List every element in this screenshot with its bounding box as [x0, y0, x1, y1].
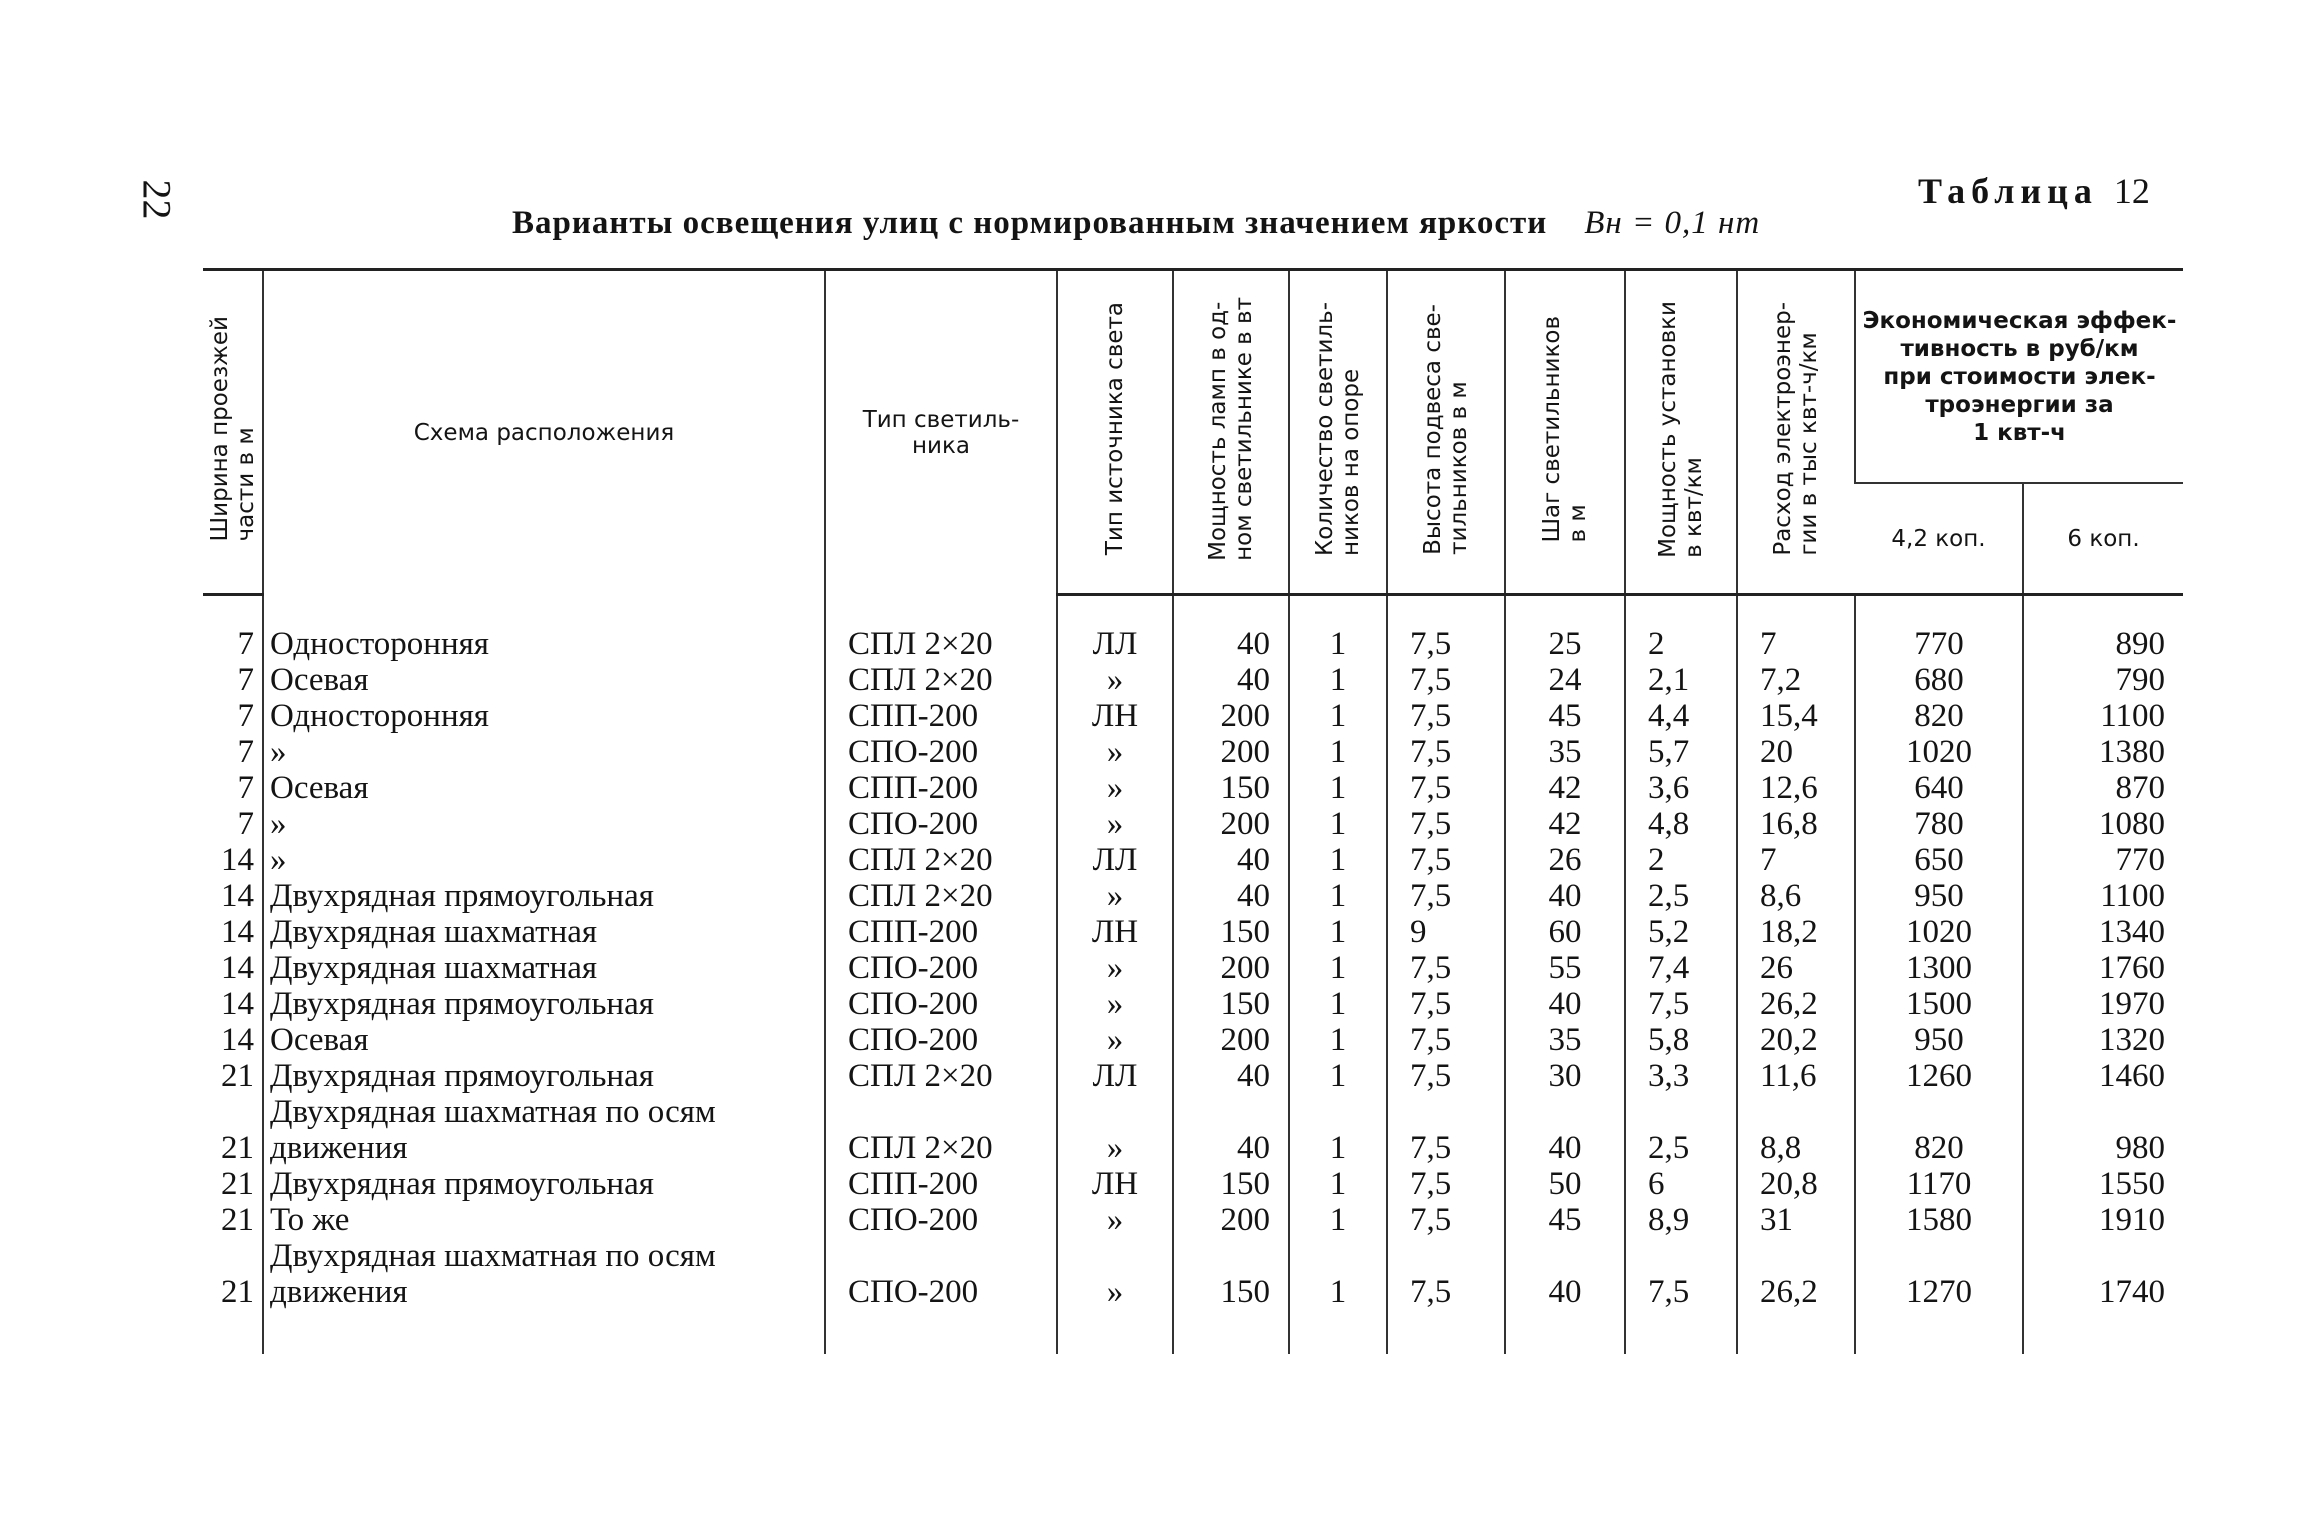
header-count: Количество светиль- ников на опоре [1289, 270, 1387, 595]
table-row [203, 595, 2183, 663]
cell-econ-a: 950 [1855, 1022, 2023, 1058]
cell-count: 1 [1289, 1058, 1387, 1094]
cell-lamp-type: СПЛ 2×20 [825, 1058, 1057, 1094]
cell-econ-b: 1100 [2023, 698, 2183, 734]
table-title [512, 205, 1760, 242]
cell-econ-b: 980 [2023, 1094, 2183, 1166]
cell-scheme: Осевая [263, 770, 825, 806]
cell-source: » [1057, 1094, 1173, 1166]
cell-econ-a: 770 [1855, 595, 2023, 663]
cell-power: 150 [1173, 986, 1289, 1022]
cell-scheme: То же [263, 1202, 825, 1238]
cell-scheme: Двухрядная шахматная по осям движения [263, 1238, 825, 1354]
cell-height: 7,5 [1387, 1058, 1505, 1094]
cell-econ-b: 1910 [2023, 1202, 2183, 1238]
cell-econ-a: 1580 [1855, 1202, 2023, 1238]
cell-step: 60 [1505, 914, 1625, 950]
cell-econ-a: 1170 [1855, 1166, 2023, 1202]
cell-power: 40 [1173, 662, 1289, 698]
cell-econ-b: 1760 [2023, 950, 2183, 986]
cell-count: 1 [1289, 986, 1387, 1022]
cell-econ-b: 1460 [2023, 1058, 2183, 1094]
table-row [203, 1022, 2183, 1058]
cell-econ-b: 1550 [2023, 1166, 2183, 1202]
table-row [203, 1202, 2183, 1238]
cell-energy: 20,8 [1737, 1166, 1855, 1202]
cell-install-power: 5,8 [1625, 1022, 1737, 1058]
table-row [203, 734, 2183, 770]
cell-lamp-type: СПО-200 [825, 806, 1057, 842]
table-title-formula: Bн = 0,1 нт [1584, 205, 1761, 241]
cell-count: 1 [1289, 595, 1387, 663]
cell-width: 21 [221, 1274, 254, 1310]
cell-width: 14 [221, 986, 254, 1022]
cell-power: 150 [1173, 914, 1289, 950]
cell-scheme: Двухрядная прямоугольная [263, 878, 825, 914]
cell-econ-b: 1740 [2023, 1238, 2183, 1354]
lighting-table [203, 268, 2183, 1354]
cell-height: 7,5 [1387, 1022, 1505, 1058]
cell-count: 1 [1289, 1202, 1387, 1238]
cell-height: 7,5 [1387, 770, 1505, 806]
cell-econ-a: 640 [1855, 770, 2023, 806]
table-row [203, 770, 2183, 806]
cell-econ-b: 1340 [2023, 914, 2183, 950]
table-row [203, 1166, 2183, 1202]
cell-source: » [1057, 1022, 1173, 1058]
cell-scheme: Двухрядная прямоугольная [263, 1058, 825, 1094]
cell-source: ЛЛ [1057, 1058, 1173, 1094]
cell-width: 14 [221, 914, 254, 950]
cell-power: 200 [1173, 1202, 1289, 1238]
cell-energy: 7,2 [1737, 662, 1855, 698]
cell-econ-b: 770 [2023, 842, 2183, 878]
cell-lamp-type: СПП-200 [825, 914, 1057, 950]
header-econ-b: 6 коп. [2023, 483, 2183, 594]
cell-step: 55 [1505, 950, 1625, 986]
cell-width: 14 [221, 1022, 254, 1058]
cell-height: 7,5 [1387, 842, 1505, 878]
cell-lamp-type: СПО-200 [825, 1202, 1057, 1238]
cell-power: 200 [1173, 698, 1289, 734]
cell-source: » [1057, 662, 1173, 698]
cell-count: 1 [1289, 1022, 1387, 1058]
cell-step: 35 [1505, 734, 1625, 770]
cell-econ-a: 1260 [1855, 1058, 2023, 1094]
table-row [203, 1094, 2183, 1166]
cell-lamp-type: СПО-200 [825, 950, 1057, 986]
cell-scheme: Односторонняя [263, 698, 825, 734]
cell-source: ЛЛ [1057, 842, 1173, 878]
cell-scheme: » [263, 734, 825, 770]
cell-install-power: 3,6 [1625, 770, 1737, 806]
cell-install-power: 7,5 [1625, 1238, 1737, 1354]
cell-energy: 12,6 [1737, 770, 1855, 806]
table-label-text: Таблица [1918, 171, 2098, 211]
cell-source: » [1057, 1238, 1173, 1354]
cell-height: 7,5 [1387, 1166, 1505, 1202]
header-lamp-type: Тип светиль- ника [825, 270, 1057, 595]
cell-source: ЛН [1057, 914, 1173, 950]
cell-install-power: 4,4 [1625, 698, 1737, 734]
header-econ: Экономическая эффек- тивность в руб/км при стоимости элек- троэнергии за 1 квт-ч [1855, 270, 2183, 484]
cell-height: 7,5 [1387, 950, 1505, 986]
cell-power: 40 [1173, 878, 1289, 914]
page-number: 22 [134, 179, 180, 220]
header-width: Ширина проезжей части в м [203, 270, 263, 595]
cell-install-power: 5,2 [1625, 914, 1737, 950]
cell-step: 24 [1505, 662, 1625, 698]
cell-energy: 7 [1737, 595, 1855, 663]
cell-power: 40 [1173, 1094, 1289, 1166]
cell-econ-b: 1970 [2023, 986, 2183, 1022]
cell-source: » [1057, 1202, 1173, 1238]
cell-econ-b: 1380 [2023, 734, 2183, 770]
cell-econ-a: 820 [1855, 698, 2023, 734]
cell-energy: 8,6 [1737, 878, 1855, 914]
cell-scheme: Двухрядная прямоугольная [263, 1166, 825, 1202]
table-title-main: Варианты освещения улиц с нормированным значением яркости [512, 205, 1548, 241]
cell-econ-b: 1080 [2023, 806, 2183, 842]
cell-step: 42 [1505, 770, 1625, 806]
cell-height: 7,5 [1387, 662, 1505, 698]
cell-install-power: 8,9 [1625, 1202, 1737, 1238]
cell-lamp-type: СПО-200 [825, 986, 1057, 1022]
cell-step: 26 [1505, 842, 1625, 878]
cell-scheme: Осевая [263, 662, 825, 698]
cell-height: 7,5 [1387, 1238, 1505, 1354]
cell-install-power: 2,5 [1625, 1094, 1737, 1166]
cell-energy: 8,8 [1737, 1094, 1855, 1166]
cell-step: 30 [1505, 1058, 1625, 1094]
cell-count: 1 [1289, 914, 1387, 950]
cell-power: 200 [1173, 1022, 1289, 1058]
table-row [203, 698, 2183, 734]
cell-power: 200 [1173, 734, 1289, 770]
cell-scheme: Односторонняя [263, 595, 825, 663]
cell-count: 1 [1289, 806, 1387, 842]
cell-install-power: 2 [1625, 595, 1737, 663]
cell-source: ЛЛ [1057, 595, 1173, 663]
cell-scheme: Двухрядная шахматная [263, 950, 825, 986]
cell-step: 40 [1505, 1238, 1625, 1354]
cell-energy: 15,4 [1737, 698, 1855, 734]
cell-source: » [1057, 806, 1173, 842]
header-height: Высота подвеса све- тильников в м [1387, 270, 1505, 595]
table-body [203, 595, 2183, 1355]
cell-econ-a: 1500 [1855, 986, 2023, 1022]
cell-step: 45 [1505, 1202, 1625, 1238]
cell-lamp-type: СПО-200 [825, 1022, 1057, 1058]
cell-count: 1 [1289, 1166, 1387, 1202]
cell-width: 7 [237, 698, 254, 734]
cell-width: 14 [221, 842, 254, 878]
cell-source: » [1057, 950, 1173, 986]
cell-width: 21 [221, 1058, 254, 1094]
cell-source: ЛН [1057, 1166, 1173, 1202]
cell-width: 21 [221, 1130, 254, 1166]
cell-step: 25 [1505, 595, 1625, 663]
cell-width: 7 [237, 626, 254, 662]
cell-height: 7,5 [1387, 1202, 1505, 1238]
cell-econ-a: 680 [1855, 662, 2023, 698]
cell-econ-a: 650 [1855, 842, 2023, 878]
cell-install-power: 3,3 [1625, 1058, 1737, 1094]
cell-count: 1 [1289, 770, 1387, 806]
cell-lamp-type: СПП-200 [825, 698, 1057, 734]
cell-energy: 26 [1737, 950, 1855, 986]
cell-energy: 20 [1737, 734, 1855, 770]
cell-energy: 16,8 [1737, 806, 1855, 842]
cell-count: 1 [1289, 1238, 1387, 1354]
cell-scheme: Двухрядная шахматная по осям движения [263, 1094, 825, 1166]
cell-count: 1 [1289, 842, 1387, 878]
cell-count: 1 [1289, 878, 1387, 914]
cell-step: 40 [1505, 878, 1625, 914]
cell-install-power: 7,4 [1625, 950, 1737, 986]
cell-width: 7 [237, 734, 254, 770]
cell-scheme: » [263, 842, 825, 878]
cell-lamp-type: СПП-200 [825, 1166, 1057, 1202]
table-row [203, 986, 2183, 1022]
table-number: 12 [2113, 171, 2150, 211]
cell-energy: 26,2 [1737, 1238, 1855, 1354]
cell-energy: 26,2 [1737, 986, 1855, 1022]
cell-energy: 31 [1737, 1202, 1855, 1238]
cell-source: » [1057, 770, 1173, 806]
cell-width: 7 [237, 806, 254, 842]
cell-width: 21 [221, 1166, 254, 1202]
cell-power: 150 [1173, 770, 1289, 806]
cell-step: 45 [1505, 698, 1625, 734]
cell-height: 7,5 [1387, 595, 1505, 663]
cell-width: 7 [237, 662, 254, 698]
cell-install-power: 2,1 [1625, 662, 1737, 698]
cell-power: 200 [1173, 950, 1289, 986]
cell-source: ЛН [1057, 698, 1173, 734]
cell-econ-b: 790 [2023, 662, 2183, 698]
cell-count: 1 [1289, 734, 1387, 770]
cell-power: 150 [1173, 1166, 1289, 1202]
table-row [203, 1238, 2183, 1354]
cell-econ-a: 820 [1855, 1094, 2023, 1166]
table-row [203, 1058, 2183, 1094]
cell-econ-a: 1020 [1855, 734, 2023, 770]
header-power: Мощность ламп в од- ном светильнике в вт [1173, 270, 1289, 595]
header-install-power: Мощность установки в квт/км [1625, 270, 1737, 595]
cell-count: 1 [1289, 1094, 1387, 1166]
cell-install-power: 2,5 [1625, 878, 1737, 914]
cell-scheme: Осевая [263, 1022, 825, 1058]
cell-econ-b: 870 [2023, 770, 2183, 806]
cell-econ-b: 890 [2023, 595, 2183, 663]
table-label [1918, 170, 2150, 212]
cell-econ-a: 1270 [1855, 1238, 2023, 1354]
cell-lamp-type: СПО-200 [825, 1238, 1057, 1354]
cell-power: 40 [1173, 1058, 1289, 1094]
cell-econ-a: 780 [1855, 806, 2023, 842]
cell-height: 7,5 [1387, 1094, 1505, 1166]
cell-step: 40 [1505, 986, 1625, 1022]
cell-econ-a: 1020 [1855, 914, 2023, 950]
table-row [203, 914, 2183, 950]
cell-energy: 7 [1737, 842, 1855, 878]
cell-lamp-type: СПЛ 2×20 [825, 1094, 1057, 1166]
table-row [203, 878, 2183, 914]
cell-power: 200 [1173, 806, 1289, 842]
cell-source: » [1057, 734, 1173, 770]
header-source: Тип источника света [1057, 270, 1173, 595]
cell-energy: 18,2 [1737, 914, 1855, 950]
cell-step: 42 [1505, 806, 1625, 842]
cell-lamp-type: СПО-200 [825, 734, 1057, 770]
cell-power: 40 [1173, 595, 1289, 663]
cell-econ-b: 1320 [2023, 1022, 2183, 1058]
cell-scheme: Двухрядная прямоугольная [263, 986, 825, 1022]
header-econ-a: 4,2 коп. [1855, 483, 2023, 594]
cell-econ-a: 950 [1855, 878, 2023, 914]
cell-install-power: 4,8 [1625, 806, 1737, 842]
cell-power: 40 [1173, 842, 1289, 878]
cell-count: 1 [1289, 662, 1387, 698]
cell-lamp-type: СПЛ 2×20 [825, 595, 1057, 663]
header-step: Шаг светильников в м [1505, 270, 1625, 595]
header-scheme: Схема расположения [263, 270, 825, 595]
cell-energy: 20,2 [1737, 1022, 1855, 1058]
cell-step: 50 [1505, 1166, 1625, 1202]
cell-lamp-type: СПЛ 2×20 [825, 662, 1057, 698]
cell-scheme: » [263, 806, 825, 842]
table-row [203, 950, 2183, 986]
table-row [203, 662, 2183, 698]
cell-height: 7,5 [1387, 698, 1505, 734]
cell-width: 7 [237, 770, 254, 806]
cell-energy: 11,6 [1737, 1058, 1855, 1094]
cell-step: 40 [1505, 1094, 1625, 1166]
cell-install-power: 5,7 [1625, 734, 1737, 770]
cell-lamp-type: СПЛ 2×20 [825, 842, 1057, 878]
table-row [203, 842, 2183, 878]
cell-lamp-type: СПП-200 [825, 770, 1057, 806]
cell-install-power: 6 [1625, 1166, 1737, 1202]
cell-height: 7,5 [1387, 806, 1505, 842]
cell-height: 7,5 [1387, 734, 1505, 770]
cell-width: 14 [221, 878, 254, 914]
cell-step: 35 [1505, 1022, 1625, 1058]
cell-count: 1 [1289, 950, 1387, 986]
cell-width: 14 [221, 950, 254, 986]
cell-height: 7,5 [1387, 986, 1505, 1022]
cell-source: » [1057, 878, 1173, 914]
cell-econ-b: 1100 [2023, 878, 2183, 914]
cell-count: 1 [1289, 698, 1387, 734]
cell-lamp-type: СПЛ 2×20 [825, 878, 1057, 914]
cell-install-power: 2 [1625, 842, 1737, 878]
table-row [203, 806, 2183, 842]
cell-height: 9 [1387, 914, 1505, 950]
header-energy: Расход электроэнер- гии в тыс квт-ч/км [1737, 270, 1855, 595]
cell-install-power: 7,5 [1625, 986, 1737, 1022]
cell-height: 7,5 [1387, 878, 1505, 914]
cell-econ-a: 1300 [1855, 950, 2023, 986]
cell-source: » [1057, 986, 1173, 1022]
cell-scheme: Двухрядная шахматная [263, 914, 825, 950]
cell-power: 150 [1173, 1238, 1289, 1354]
cell-width: 21 [221, 1202, 254, 1238]
